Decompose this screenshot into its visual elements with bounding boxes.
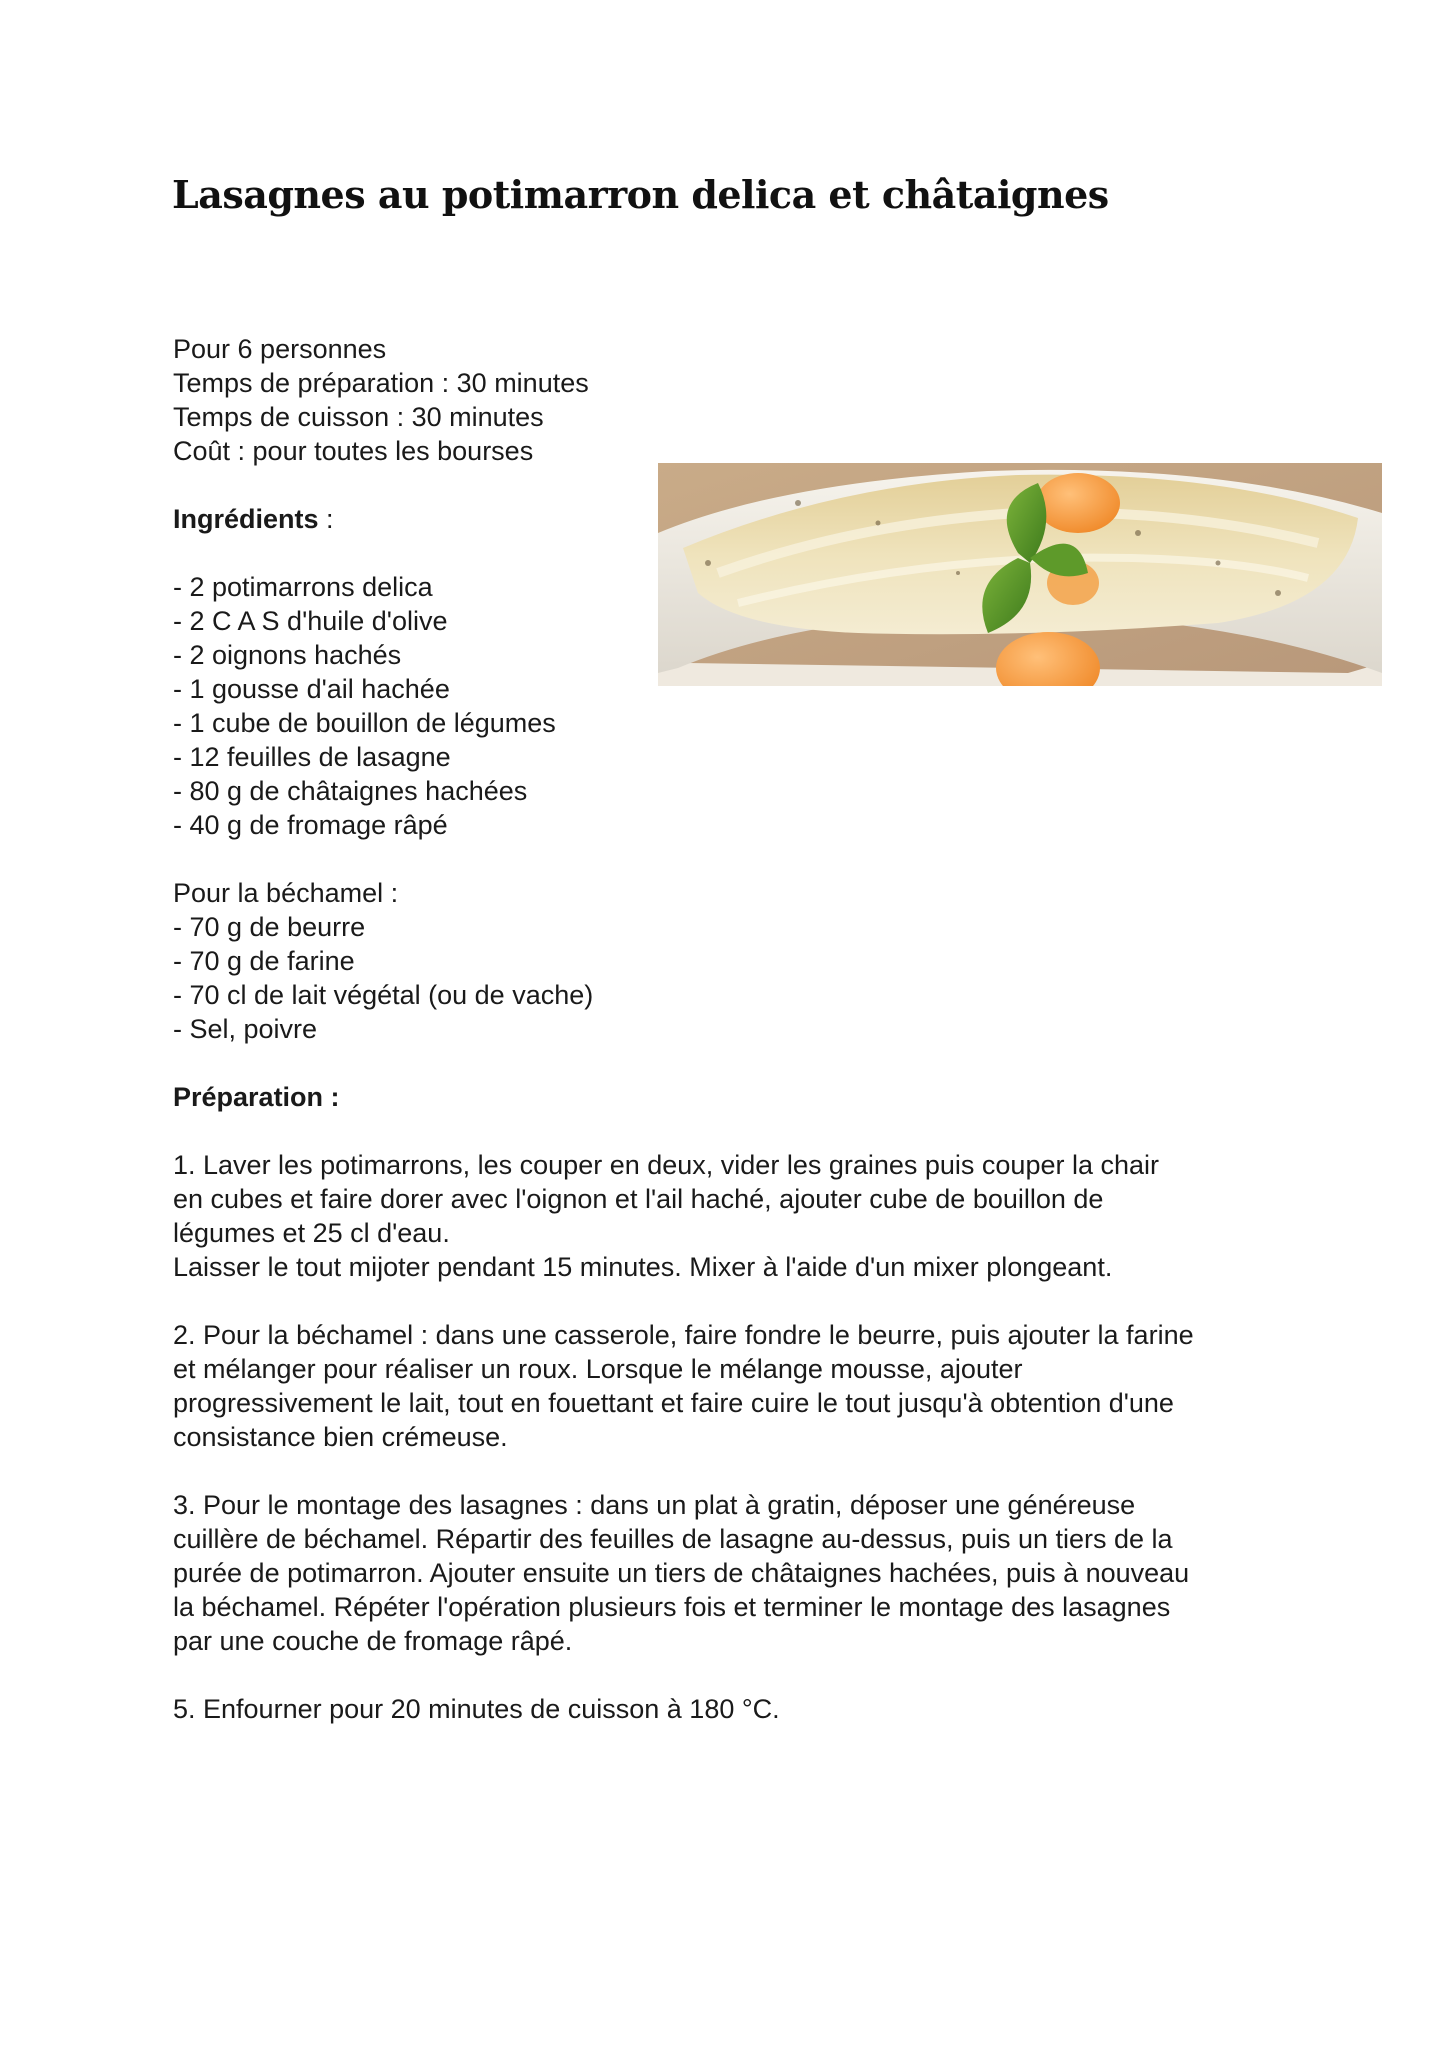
bechamel-heading: Pour la béchamel : xyxy=(173,878,399,908)
lasagna-photo xyxy=(658,463,1382,686)
step-line: 2. Pour la béchamel : dans une casserole, faire fondre le beurre, puis ajouter la farine xyxy=(173,1320,1194,1350)
ingredient-item: - 1 gousse d'ail hachée xyxy=(173,674,450,704)
ingredient-item: - 12 feuilles de lasagne xyxy=(173,742,451,772)
bechamel-item: - 70 g de beurre xyxy=(173,912,366,942)
step-line: purée de potimarron. Ajouter ensuite un tiers de châtaignes hachées, puis à nouveau xyxy=(173,1558,1190,1588)
step-line: légumes et 25 cl d'eau. xyxy=(173,1218,450,1248)
step-line: 3. Pour le montage des lasagnes : dans un plat à gratin, déposer une généreuse xyxy=(173,1490,1136,1520)
ingredients-heading xyxy=(173,502,334,536)
step-line: en cubes et faire dorer avec l'oignon et l'ail haché, ajouter cube de bouillon de xyxy=(173,1184,1104,1214)
cost-text: Coût : pour toutes les bourses xyxy=(173,436,534,466)
bechamel-item: - Sel, poivre xyxy=(173,1014,318,1044)
step-line: progressivement le lait, tout en fouettant et faire cuire le tout jusqu'à obtention d'une xyxy=(173,1388,1174,1418)
step-line: consistance bien crémeuse. xyxy=(173,1422,508,1452)
prep-time-text: Temps de préparation : 30 minutes xyxy=(173,368,589,398)
ingredient-item: - 2 potimarrons delica xyxy=(173,572,433,602)
ingredients-heading-suffix: : xyxy=(318,504,334,534)
ingredients-heading-label: Ingrédients xyxy=(173,504,319,534)
step-line: 5. Enfourner pour 20 minutes de cuisson à 180 °C. xyxy=(173,1694,780,1724)
step-line: Laisser le tout mijoter pendant 15 minutes. Mixer à l'aide d'un mixer plongeant. xyxy=(173,1252,1113,1282)
cook-time-text: Temps de cuisson : 30 minutes xyxy=(173,402,544,432)
ingredient-item: - 2 oignons hachés xyxy=(173,640,402,670)
ingredient-item: - 80 g de châtaignes hachées xyxy=(173,776,528,806)
bechamel-item: - 70 cl de lait végétal (ou de vache) xyxy=(173,980,594,1010)
ingredient-item: - 40 g de fromage râpé xyxy=(173,810,448,840)
step-line: la béchamel. Répéter l'opération plusieurs fois et terminer le montage des lasagnes xyxy=(173,1592,1171,1622)
step-line: par une couche de fromage râpé. xyxy=(173,1626,573,1656)
step-line: cuillère de béchamel. Répartir des feuilles de lasagne au-dessus, puis un tiers de la xyxy=(173,1524,1173,1554)
servings-text: Pour 6 personnes xyxy=(173,334,387,364)
page-title: Lasagnes au potimarron delica et châtaignes xyxy=(172,172,1109,217)
step-line: 1. Laver les potimarrons, les couper en deux, vider les graines puis couper la chair xyxy=(173,1150,1160,1180)
step-line: et mélanger pour réaliser un roux. Lorsque le mélange mousse, ajouter xyxy=(173,1354,1023,1384)
preparation-heading: Préparation : xyxy=(173,1082,340,1112)
ingredient-item: - 2 C A S d'huile d'olive xyxy=(173,606,448,636)
ingredient-item: - 1 cube de bouillon de légumes xyxy=(173,708,556,738)
bechamel-item: - 70 g de farine xyxy=(173,946,355,976)
